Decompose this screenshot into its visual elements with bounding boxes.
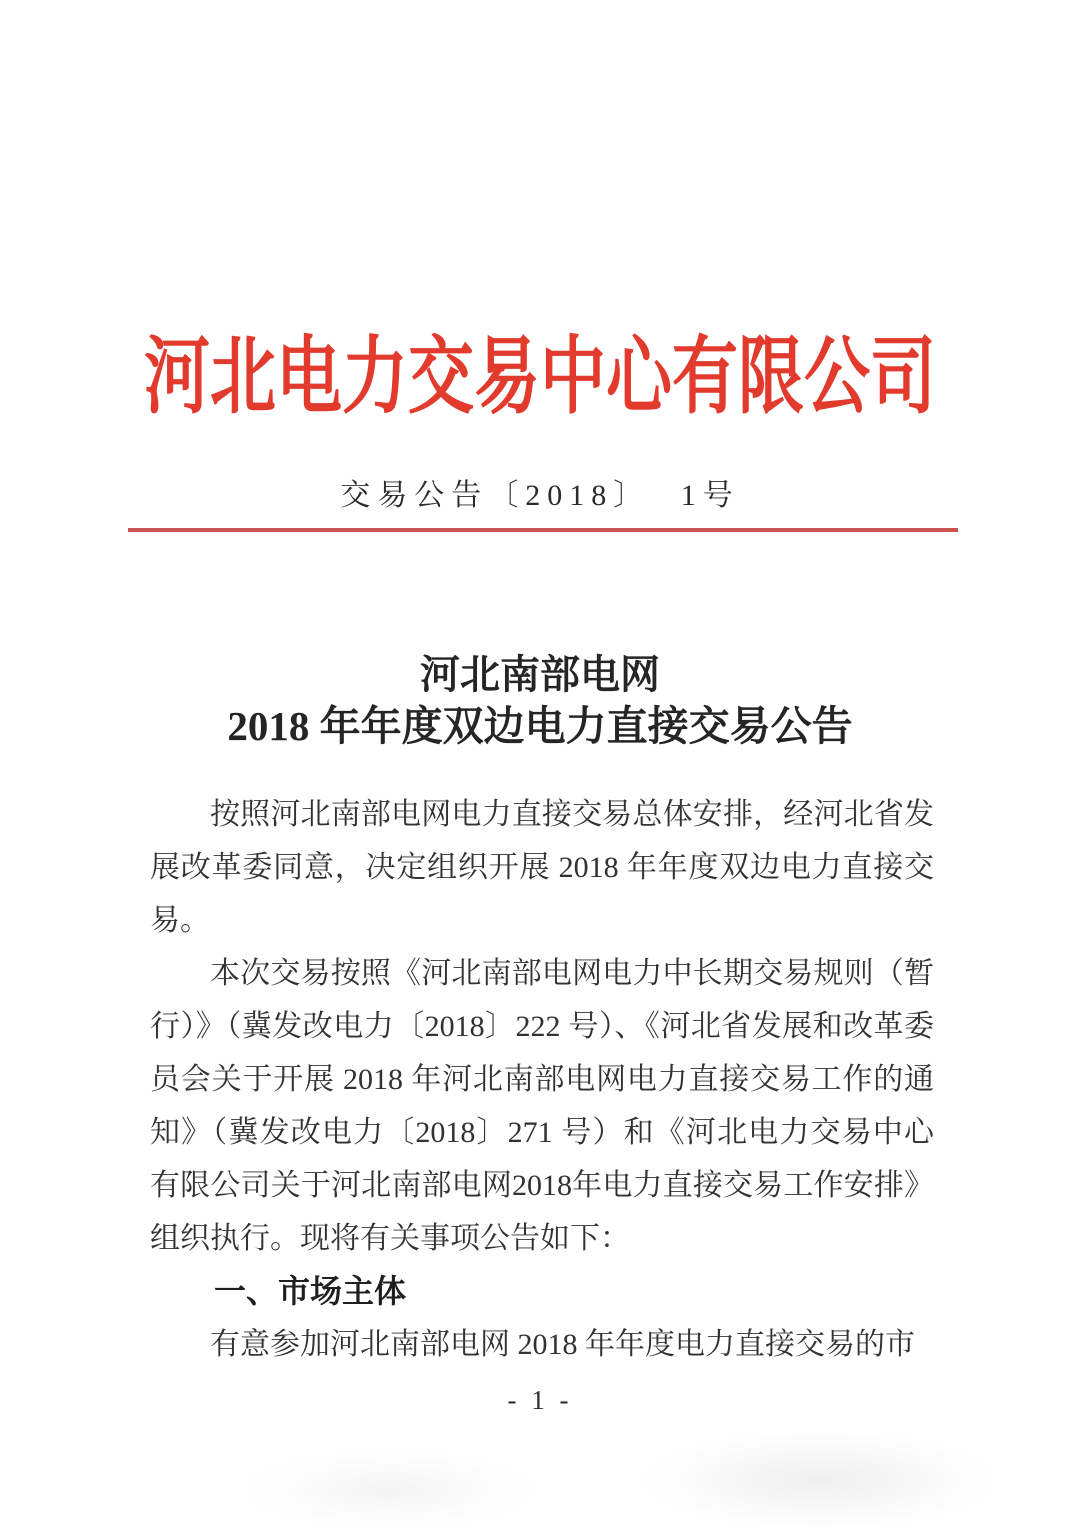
paragraph: 本次交易按照《河北南部电网电力中长期交易规则（暂行）》（冀发改电力〔2018〕222 号）、《河北省发展和改革委员会关于开展 2018 年河北南部电网电力直接交易工作的通知》（冀发改电力〔2018〕271 号）和《河北电力交易中心有限公司关于河北南部电网2018年电力直接交易工作安排》组织执行。现将有关事项公告如下： [150,957,934,1255]
letterhead-divider-line [128,528,958,532]
paragraph: 有意参加河北南部电网 2018 年年度电力直接交易的市 [210,1328,915,1361]
letterhead-org-name: 河北电力交易中心有限公司 [144,331,936,425]
document-title-line1: 河北南部电网 [420,652,660,697]
document-body [150,788,934,1371]
document-title [0,650,1080,752]
page-number: - 1 - [507,1385,573,1415]
scan-smudge [240,1450,540,1528]
paragraph: 按照河北南部电网电力直接交易总体安排，经河北省发展改革委同意，决定组织开展 2018 年年度双边电力直接交易。 [150,798,934,937]
scan-smudge [640,1430,1000,1528]
doc-number: 交易公告〔2018〕 1号 [340,479,740,512]
document-title-line2: 2018 年年度双边电力直接交易公告 [227,703,853,749]
section-heading-market-entities: 一、市场主体 [214,1273,407,1309]
